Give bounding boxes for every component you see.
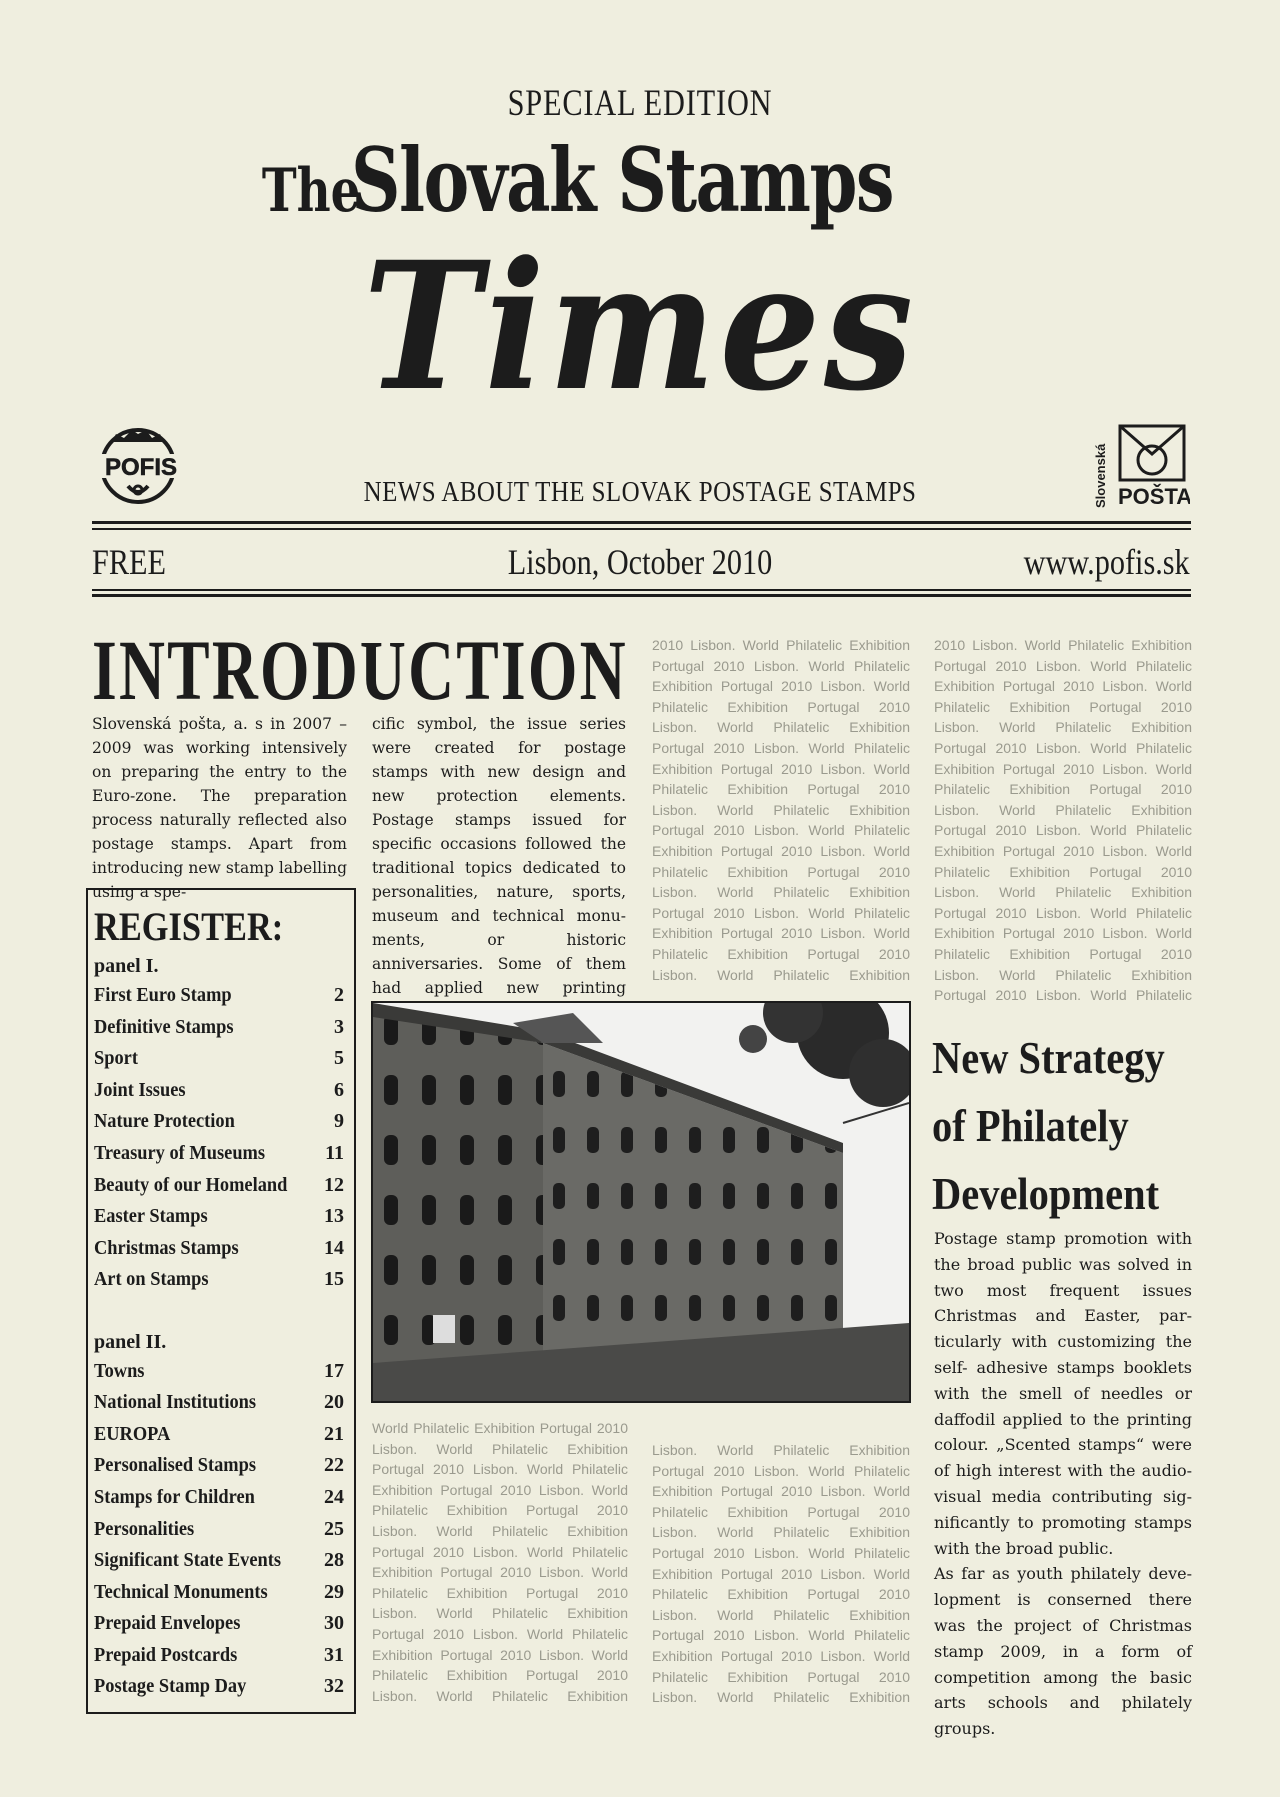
register-entry: [94, 1264, 344, 1296]
introduction-column-2: cific symbol, the issue series were created for postage stamps with new design and new protection elements. Postage stamps issued for specific occasions followed the traditional topics dedicated to personalities, nature, sports, museum and technical monu-ments, or historic anniversaries. Some of them had applied new printing: [372, 715, 626, 997]
register-entry-title: Towns: [94, 1359, 145, 1382]
panel-2-list: [94, 1356, 344, 1704]
register-entry-page: 24: [324, 1485, 344, 1508]
register-entry-page: 11: [325, 1141, 344, 1164]
register-title: REGISTER:: [94, 904, 284, 949]
register-entry-title: Art on Stamps: [94, 1268, 209, 1291]
register-entry-title: Postage Stamp Day: [94, 1675, 247, 1698]
place-date: Lisbon, October 2010: [507, 542, 773, 582]
register-entry: [94, 1640, 344, 1672]
register-entry-title: Easter Stamps: [94, 1205, 208, 1228]
register-entry-title: Definitive Stamps: [94, 1015, 234, 1038]
register-entry-title: First Euro Stamp: [94, 984, 232, 1006]
register-box: [86, 888, 356, 1714]
register-entry-page: 31: [324, 1643, 344, 1666]
register-entry: [94, 1170, 344, 1202]
strategy-heading: [932, 1024, 1170, 1228]
register-entry-title: Christmas Stamps: [94, 1236, 239, 1259]
panel-1-list: [94, 980, 344, 1296]
filler-text-bottom-right: Lisbon. World Philatelic Exhibition Portugal 2010 Lisbon. World Philatelic Exhibition Portugal 2010 Lisbon. World Philatelic Exhibition Portugal 2010 Lisbon. World Philatelic Exhibition Portugal 2010 Lisbon. World Philatelic Exhibition Portugal 2010 Lisbon. World Philatelic Exhibition Portugal 2010 Lisbon. World Philatelic Exhibition Portugal 2010 Lisbon. World Philatelic Exhibition Portugal 2010 Lisbon. World Philatelic Exhibition Portugal 2010 Lisbon. World Philatelic Exhibition: [652, 1442, 910, 1706]
register-entry: [94, 1106, 344, 1138]
price-label: FREE: [92, 542, 166, 582]
register-entry-title: Significant State Events: [94, 1549, 282, 1572]
register-entry-page: 5: [334, 1047, 344, 1070]
register-entry-page: 22: [324, 1454, 344, 1477]
register-entry: [94, 1075, 344, 1107]
register-entry-page: 20: [324, 1391, 344, 1414]
register-entry: [94, 1545, 344, 1577]
register-entry-page: 29: [324, 1580, 344, 1603]
register-entry-page: 9: [334, 1110, 344, 1133]
register-entry: [94, 1233, 344, 1265]
rule-bottom-thick: [92, 594, 1191, 597]
register-entry: [94, 1138, 344, 1170]
register-entry-page: 32: [324, 1675, 344, 1698]
register-entry-page: 25: [324, 1517, 344, 1540]
register-entry: [94, 1356, 344, 1388]
register-entry-title: Treasury of Museums: [94, 1141, 266, 1164]
rule-top-thick: [92, 521, 1191, 524]
register-entry-title: Joint Issues: [94, 1078, 186, 1101]
register-entry-title: Beauty of our Homeland: [94, 1173, 288, 1196]
register-entry: [94, 1419, 344, 1451]
strategy-paragraph-1: Postage stamp promotion with the broad public was solved in two most frequent issues Christmas and Easter, par-ticularly with customizing the self- adhesive stamps booklets with the smell of needles or daffodil applied to the printing colour. „Scented stamps“ were of high interest with the audio-visual media contributing sig-nificantly to promoting stamps with the broad public.: [934, 1229, 1192, 1558]
introduction-column-1: Slovenská pošta, a. s in 2007 – 2009 was working intensively on preparing the entry to the Euro-zone. The preparation process naturally reflected also postage stamps. Apart from introducing new stamp labelling using a spe-: [92, 715, 347, 901]
title-the: The: [262, 156, 361, 226]
title-main: Slovak Stamps: [350, 128, 893, 232]
strategy-heading-line-2: of Philately: [932, 1100, 1129, 1151]
panel-2-label: panel II.: [94, 1330, 167, 1353]
register-entry-title: Nature Protection: [94, 1110, 235, 1133]
register-entry-page: 28: [324, 1549, 344, 1572]
register-entry: [94, 1577, 344, 1609]
rule-top-thin: [92, 528, 1191, 530]
register-entry: [94, 1514, 344, 1546]
introduction-heading: INTRODUCTION: [92, 622, 628, 718]
register-entry-title: Technical Monuments: [94, 1580, 268, 1603]
register-entry: [94, 1043, 344, 1075]
strategy-heading-line-3: Development: [932, 1168, 1160, 1219]
edition-label: SPECIAL EDITION: [507, 83, 773, 124]
strategy-heading-line-1: New Strategy: [932, 1032, 1165, 1083]
register-entry: [94, 980, 344, 1012]
pofis-logo: [88, 424, 194, 508]
rule-bottom-thin: [92, 589, 1191, 591]
filler-text-top-right: 2010 Lisbon. World Philatelic Exhibition Portugal 2010 Lisbon. World Philatelic Exhibition Portugal 2010 Lisbon. World Philatelic Exhibition Portugal 2010 Lisbon. World Philatelic Exhibition Portugal 2010 Lisbon. World Philatelic Exhibition Portugal 2010 Lisbon. World Philatelic Exhibition Portugal 2010 Lisbon. World Philatelic Exhibition Portugal 2010 Lisbon. World Philatelic Exhibition Portugal 2010 Lisbon. World Philatelic Exhibition Portugal 2010 Lisbon. World Philatelic Exhibition Portugal 2010 Lisbon. World Philatelic Exhibition Portugal 2010 Lisbon. World Philatelic Exhibition Portugal 2010 Lisbon. World Philatelic Exhibition Portugal 2010 Lisbon. World Philatelic: [934, 637, 1192, 1004]
register-entry: [94, 1482, 344, 1514]
filler-text-top-left: 2010 Lisbon. World Philatelic Exhibition Portugal 2010 Lisbon. World Philatelic Exhibition Portugal 2010 Lisbon. World Philatelic Exhibition Portugal 2010 Lisbon. World Philatelic Exhibition Portugal 2010 Lisbon. World Philatelic Exhibition Portugal 2010 Lisbon. World Philatelic Exhibition Portugal 2010 Lisbon. World Philatelic Exhibition Portugal 2010 Lisbon. World Philatelic Exhibition Portugal 2010 Lisbon. World Philatelic Exhibition Portugal 2010 Lisbon. World Philatelic Exhibition Portugal 2010 Lisbon. World Philatelic Exhibition Portugal 2010 Lisbon. World Philatelic Exhibition Portugal 2010 Lisbon. World Philatelic Exhibition: [652, 637, 910, 983]
filler-text-bottom-left: World Philatelic Exhibition Portugal 2010 Lisbon. World Philatelic Exhibition Portugal 2010 Lisbon. World Philatelic Exhibition Portugal 2010 Lisbon. World Philatelic Exhibition Portugal 2010 Lisbon. World Philatelic Exhibition Portugal 2010 Lisbon. World Philatelic Exhibition Portugal 2010 Lisbon. World Philatelic Exhibition Portugal 2010 Lisbon. World Philatelic Exhibition Portugal 2010 Lisbon. World Philatelic Exhibition Portugal 2010 Lisbon. World Philatelic Exhibition Portugal 2010 Lisbon. World Philatelic Exhibition: [372, 1420, 628, 1704]
register-entry: [94, 1671, 344, 1703]
strategy-body: [934, 1226, 1192, 1742]
posta-logo-posta: POŠTA: [1118, 484, 1190, 508]
website-link[interactable]: www.pofis.sk: [1023, 542, 1190, 582]
register-entry: [94, 1608, 344, 1640]
strategy-paragraph-2: As far as youth philately deve-lopment is conserned there was the project of Christmas stamp 2009, in a form of competition among the basic arts schools and philately groups.: [934, 1564, 1192, 1739]
title-times: Times: [363, 223, 917, 430]
building-photo: [371, 1001, 911, 1403]
register-entry-title: Stamps for Children: [94, 1485, 255, 1508]
slovenska-posta-logo: [1094, 424, 1190, 508]
register-entry-page: 21: [324, 1422, 344, 1445]
register-entry-page: 2: [334, 984, 344, 1006]
register-entry-page: 6: [334, 1078, 344, 1101]
register-entry-title: Prepaid Postcards: [94, 1643, 238, 1666]
register-entry-page: 14: [324, 1236, 344, 1259]
tagline: NEWS ABOUT THE SLOVAK POSTAGE STAMPS: [363, 476, 917, 508]
register-entry-title: National Institutions: [94, 1391, 257, 1414]
register-entry: [94, 1387, 344, 1419]
pofis-logo-text: POFIS: [104, 454, 178, 481]
register-entry: [94, 1012, 344, 1044]
register-entry: [94, 1201, 344, 1233]
register-entry-page: 15: [324, 1268, 344, 1291]
register-entry-page: 12: [324, 1173, 344, 1196]
register-entry-page: 30: [324, 1612, 344, 1635]
register-entry-page: 17: [324, 1359, 344, 1382]
register-entry-title: EUROPA: [94, 1422, 171, 1445]
posta-logo-slovenska: Slovenská: [1094, 443, 1108, 508]
register-entry-page: 13: [324, 1205, 344, 1228]
register-entry-title: Sport: [94, 1047, 138, 1070]
register-entry-title: Personalised Stamps: [94, 1454, 257, 1477]
register-entry-title: Prepaid Envelopes: [94, 1612, 241, 1635]
register-entry-page: 3: [334, 1015, 344, 1038]
register-entry: [94, 1450, 344, 1482]
register-entry-title: Personalities: [94, 1517, 195, 1540]
panel-1-label: panel I.: [94, 955, 159, 977]
